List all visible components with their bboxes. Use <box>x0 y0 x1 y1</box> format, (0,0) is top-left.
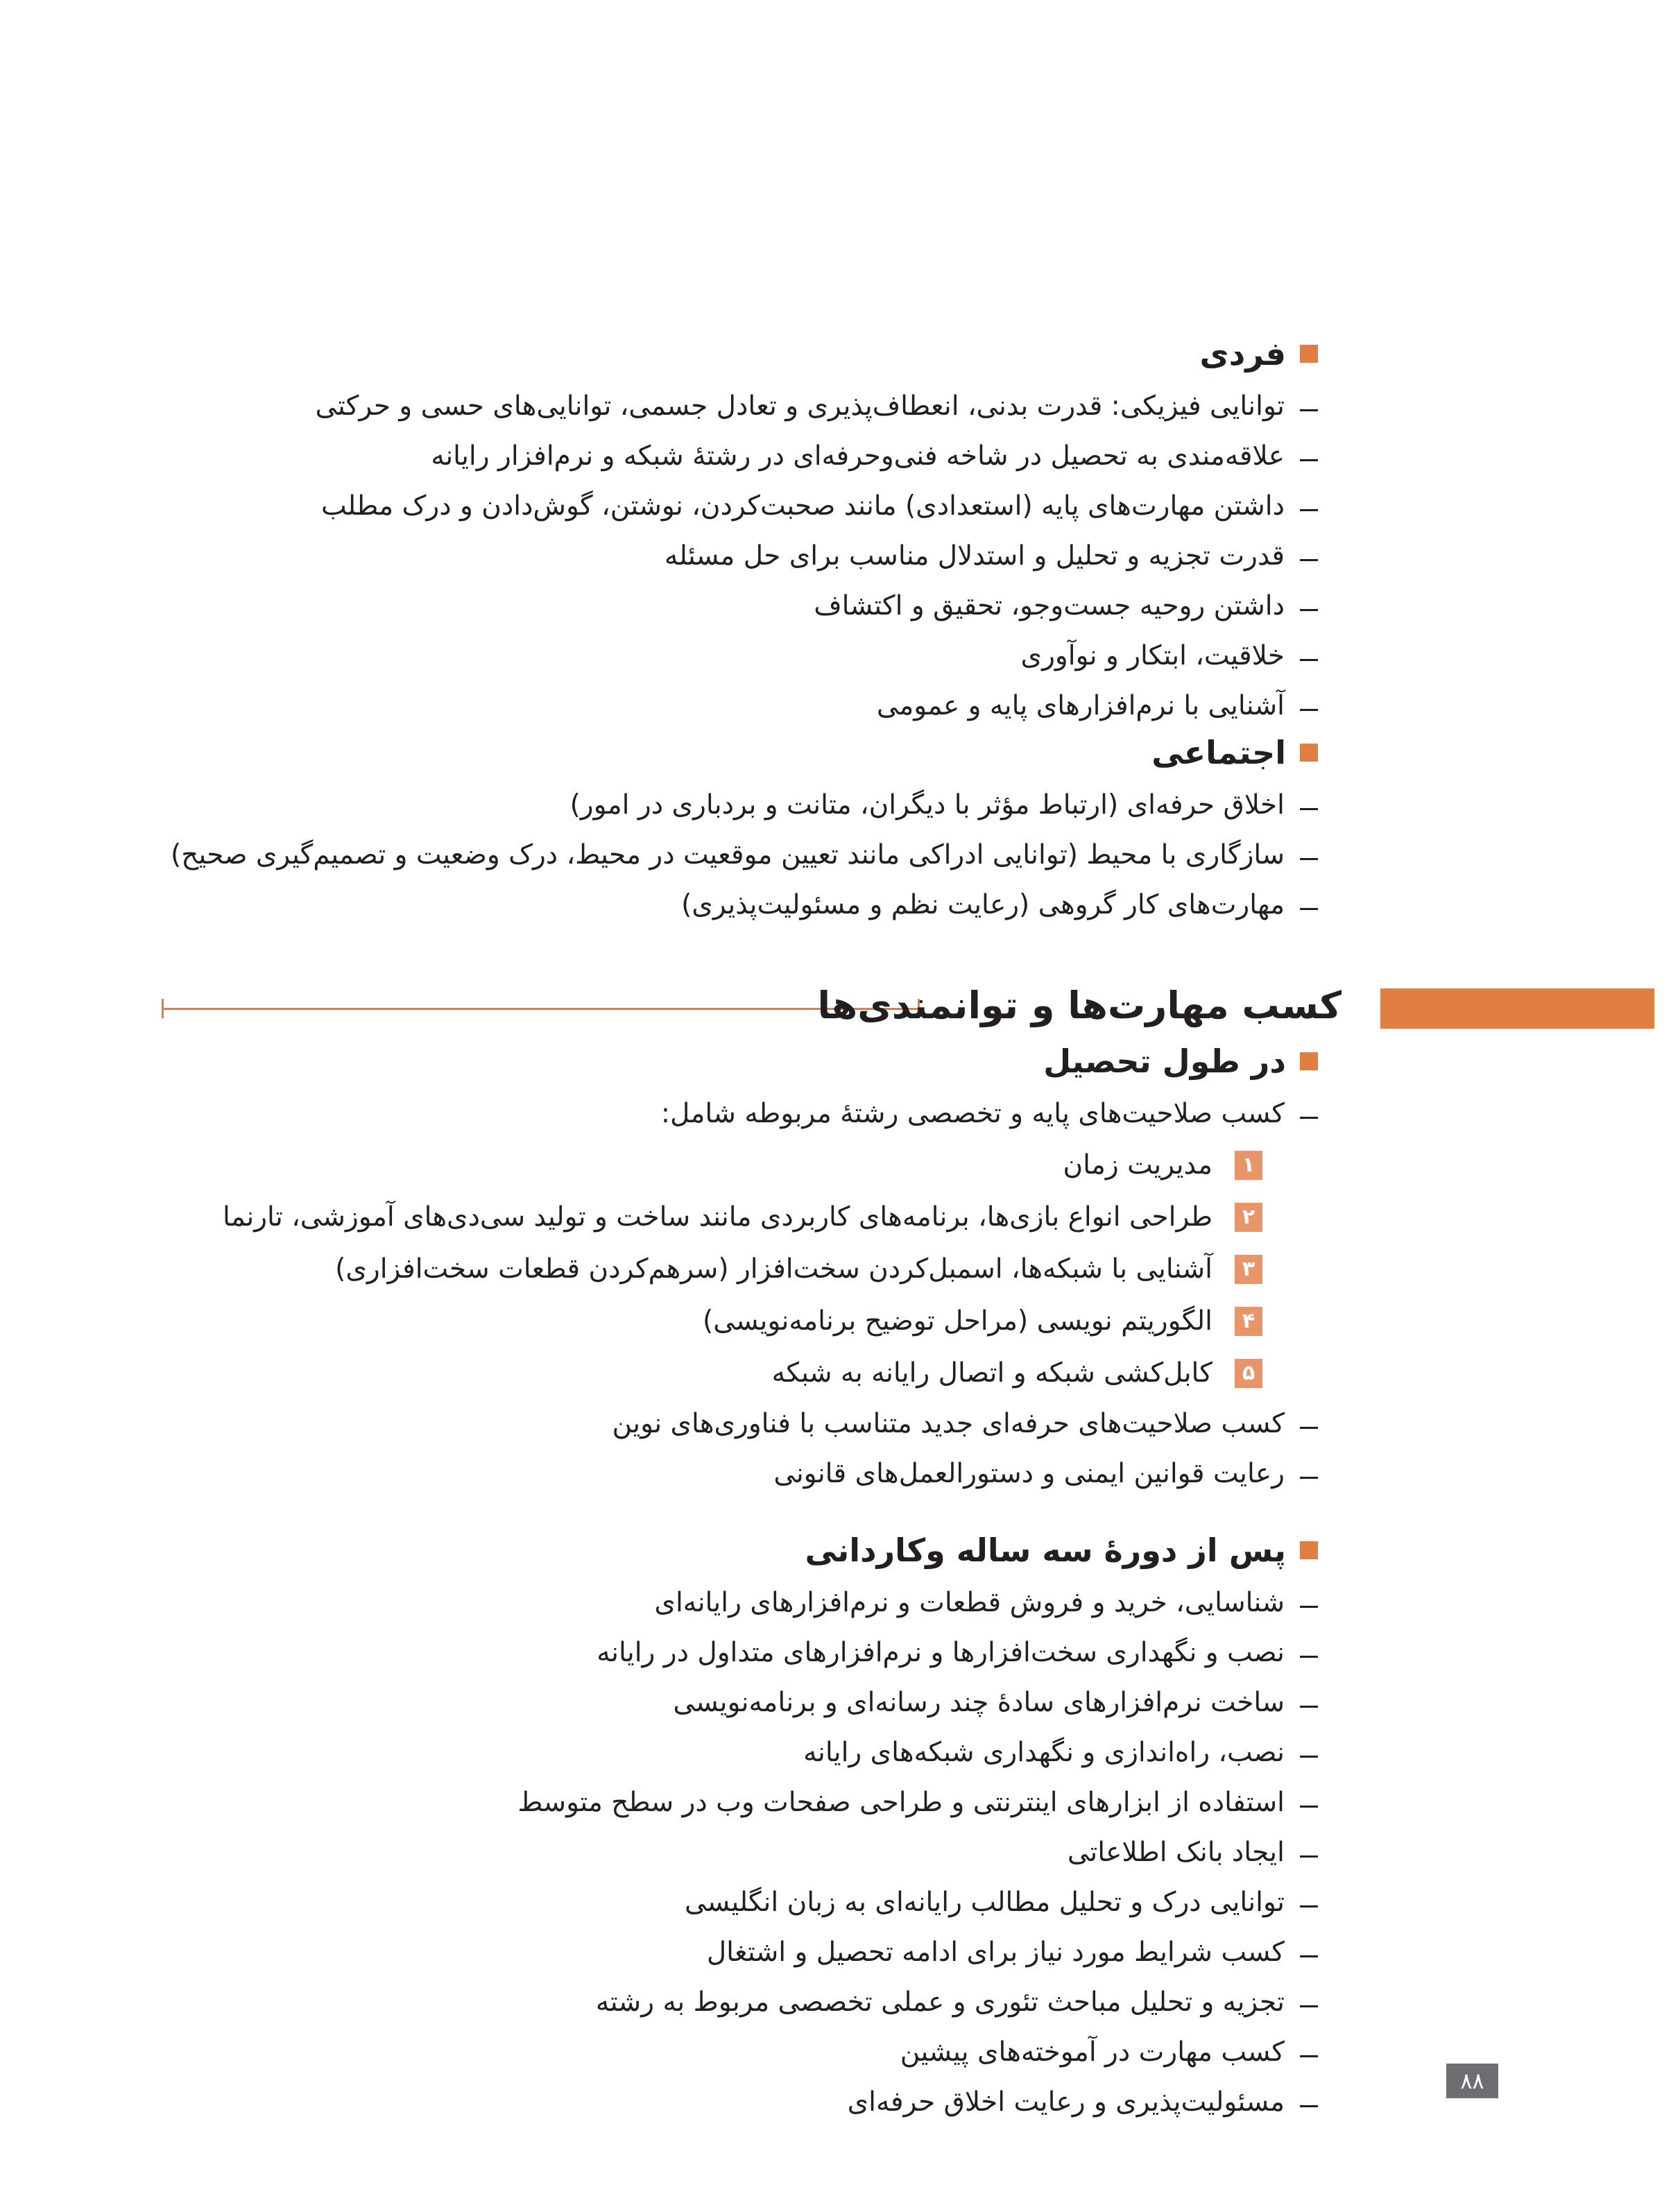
numbered-item: ۵ کابل‌کشی شبکه و اتصال رایانه به شبکه <box>69 1347 1262 1399</box>
dash-bullet-icon <box>1300 452 1318 461</box>
dash-bullet-icon <box>1300 1849 1318 1858</box>
dash-bullet-icon <box>1300 1898 1318 1907</box>
section-title-rule <box>163 1008 919 1010</box>
list-item: ساخت نرم‌افزارهای سادهٔ چند رسانه‌ای و برنامه‌نویسی <box>69 1678 1318 1728</box>
dash-bullet-icon <box>1300 2098 1318 2107</box>
section-during-study <box>69 1034 1318 1499</box>
dash-bullet-icon <box>1300 652 1318 661</box>
dash-bullet-icon <box>1300 1948 1318 1957</box>
dash-bullet-icon <box>1300 1599 1318 1608</box>
numbered-item: ۳ آشنایی با شبکه‌ها، اسمبل‌کردن سخت‌افزار (سرهم‌کردن قطعات سخت‌افزاری) <box>69 1243 1262 1295</box>
list-item: داشتن روحیه جست‌وجو، تحقیق و اکتشاف <box>69 581 1318 631</box>
list-item: نصب و نگهداری سخت‌افزارها و نرم‌افزارهای متداول در رایانه <box>69 1628 1318 1678</box>
square-bullet-icon <box>1300 1541 1318 1559</box>
list-item: کسب صلاحیت‌های حرفه‌ای جدید متناسب با فناوری‌های نوین <box>69 1399 1318 1449</box>
page-number: ۸۸ <box>1446 2064 1498 2098</box>
dash-bullet-icon <box>1300 1420 1318 1429</box>
numbered-item: ۲ طراحی انواع بازی‌ها، برنامه‌های کاربردی مانند ساخت و تولید سی‌دی‌های آموزشی، تارنما <box>69 1191 1262 1243</box>
section-title: کسب مهارت‌ها و توانمندی‌ها <box>817 984 1342 1027</box>
dash-bullet-icon <box>1300 2048 1318 2057</box>
section-fardi <box>69 326 1318 731</box>
list-item: کسب مهارت در آموخته‌های پیشین <box>69 2027 1318 2077</box>
numbered-item: ۱ مدیریت زمان <box>69 1139 1262 1191</box>
list-item: مسئولیت‌پذیری و رعایت اخلاق حرفه‌ای <box>69 2077 1318 2127</box>
section-ejtemaei <box>69 725 1318 930</box>
list-item: آشنایی با نرم‌افزارهای پایه و عمومی <box>69 681 1318 731</box>
list-item: داشتن مهارت‌های پایه (استعدادی) مانند صحبت‌کردن، نوشتن، گوش‌دادن و درک مطلب <box>69 481 1318 531</box>
dash-bullet-icon <box>1300 402 1318 411</box>
dash-bullet-icon <box>1300 1649 1318 1658</box>
list-item: توانایی درک و تحلیل مطالب رایانه‌ای به زبان انگلیسی <box>69 1878 1318 1928</box>
dash-bullet-icon <box>1300 1470 1318 1479</box>
dash-bullet-icon <box>1300 1110 1318 1119</box>
list-item: نصب، راه‌اندازی و نگهداری شبکه‌های رایانه <box>69 1728 1318 1778</box>
list-item: تجزیه و تحلیل مباحث تئوری و عملی تخصصی مربوط به رشته <box>69 1978 1318 2027</box>
dash-bullet-icon <box>1300 1749 1318 1758</box>
heading-after-course: پس از دورهٔ سه ساله وکاردانی <box>69 1523 1318 1578</box>
list-item: توانایی فیزیکی: قدرت بدنی، انعطاف‌پذیری و تعادل جسمی، توانایی‌های حسی و حرکتی <box>69 381 1318 431</box>
dash-bullet-icon <box>1300 801 1318 810</box>
list-item: علاقه‌مندی به تحصیل در شاخه فنی‌وحرفه‌ای در رشتهٔ شبکه و نرم‌افزار رایانه <box>69 431 1318 481</box>
dash-bullet-icon <box>1300 1998 1318 2007</box>
heading-during-study: در طول تحصیل <box>69 1034 1318 1089</box>
dash-bullet-icon <box>1300 901 1318 910</box>
square-bullet-icon <box>1300 345 1318 363</box>
list-item: شناسایی، خرید و فروش قطعات و نرم‌افزارهای رایانه‌ای <box>69 1578 1318 1628</box>
dash-bullet-icon <box>1300 851 1318 860</box>
dash-bullet-icon <box>1300 1799 1318 1808</box>
numbered-list <box>69 1139 1318 1399</box>
section-title-band <box>1380 988 1654 1029</box>
list-item: خلاقیت، ابتکار و نوآوری <box>69 631 1318 681</box>
heading-fardi: فردی <box>69 326 1318 381</box>
list-item: استفاده از ابزارهای اینترنتی و طراحی صفحات وب در سطح متوسط <box>69 1778 1318 1828</box>
list-item: قدرت تجزیه و تحلیل و استدلال مناسب برای حل مسئله <box>69 531 1318 581</box>
square-bullet-icon <box>1300 1052 1318 1070</box>
heading-ejtemaei: اجتماعی <box>69 725 1318 780</box>
dash-bullet-icon <box>1300 1699 1318 1708</box>
list-item: اخلاق حرفه‌ای (ارتباط مؤثر با دیگران، متانت و بردباری در امور) <box>69 780 1318 830</box>
dash-bullet-icon <box>1300 502 1318 511</box>
section-after-course <box>69 1523 1318 2127</box>
square-bullet-icon <box>1300 744 1318 762</box>
list-item: مهارت‌های کار گروهی (رعایت نظم و مسئولیت‌پذیری) <box>69 880 1318 930</box>
numbered-item: ۴ الگوریتم نویسی (مراحل توضیح برنامه‌نویسی) <box>69 1295 1262 1347</box>
list-item: سازگاری با محیط (توانایی ادراکی مانند تعیین موقعیت در محیط، درک وضعیت و تصمیم‌گیری صحیح) <box>69 830 1318 880</box>
section-rule-cap-left <box>162 999 164 1018</box>
dash-bullet-icon <box>1300 702 1318 711</box>
list-item: کسب شرایط مورد نیاز برای ادامه تحصیل و اشتغال <box>69 1928 1318 1978</box>
list-item-intro: کسب صلاحیت‌های پایه و تخصصی رشتهٔ مربوطه شامل: <box>69 1089 1318 1139</box>
list-item: رعایت قوانین ایمنی و دستورالعمل‌های قانونی <box>69 1449 1318 1499</box>
dash-bullet-icon <box>1300 552 1318 561</box>
list-item: ایجاد بانک اطلاعاتی <box>69 1828 1318 1878</box>
dash-bullet-icon <box>1300 602 1318 611</box>
